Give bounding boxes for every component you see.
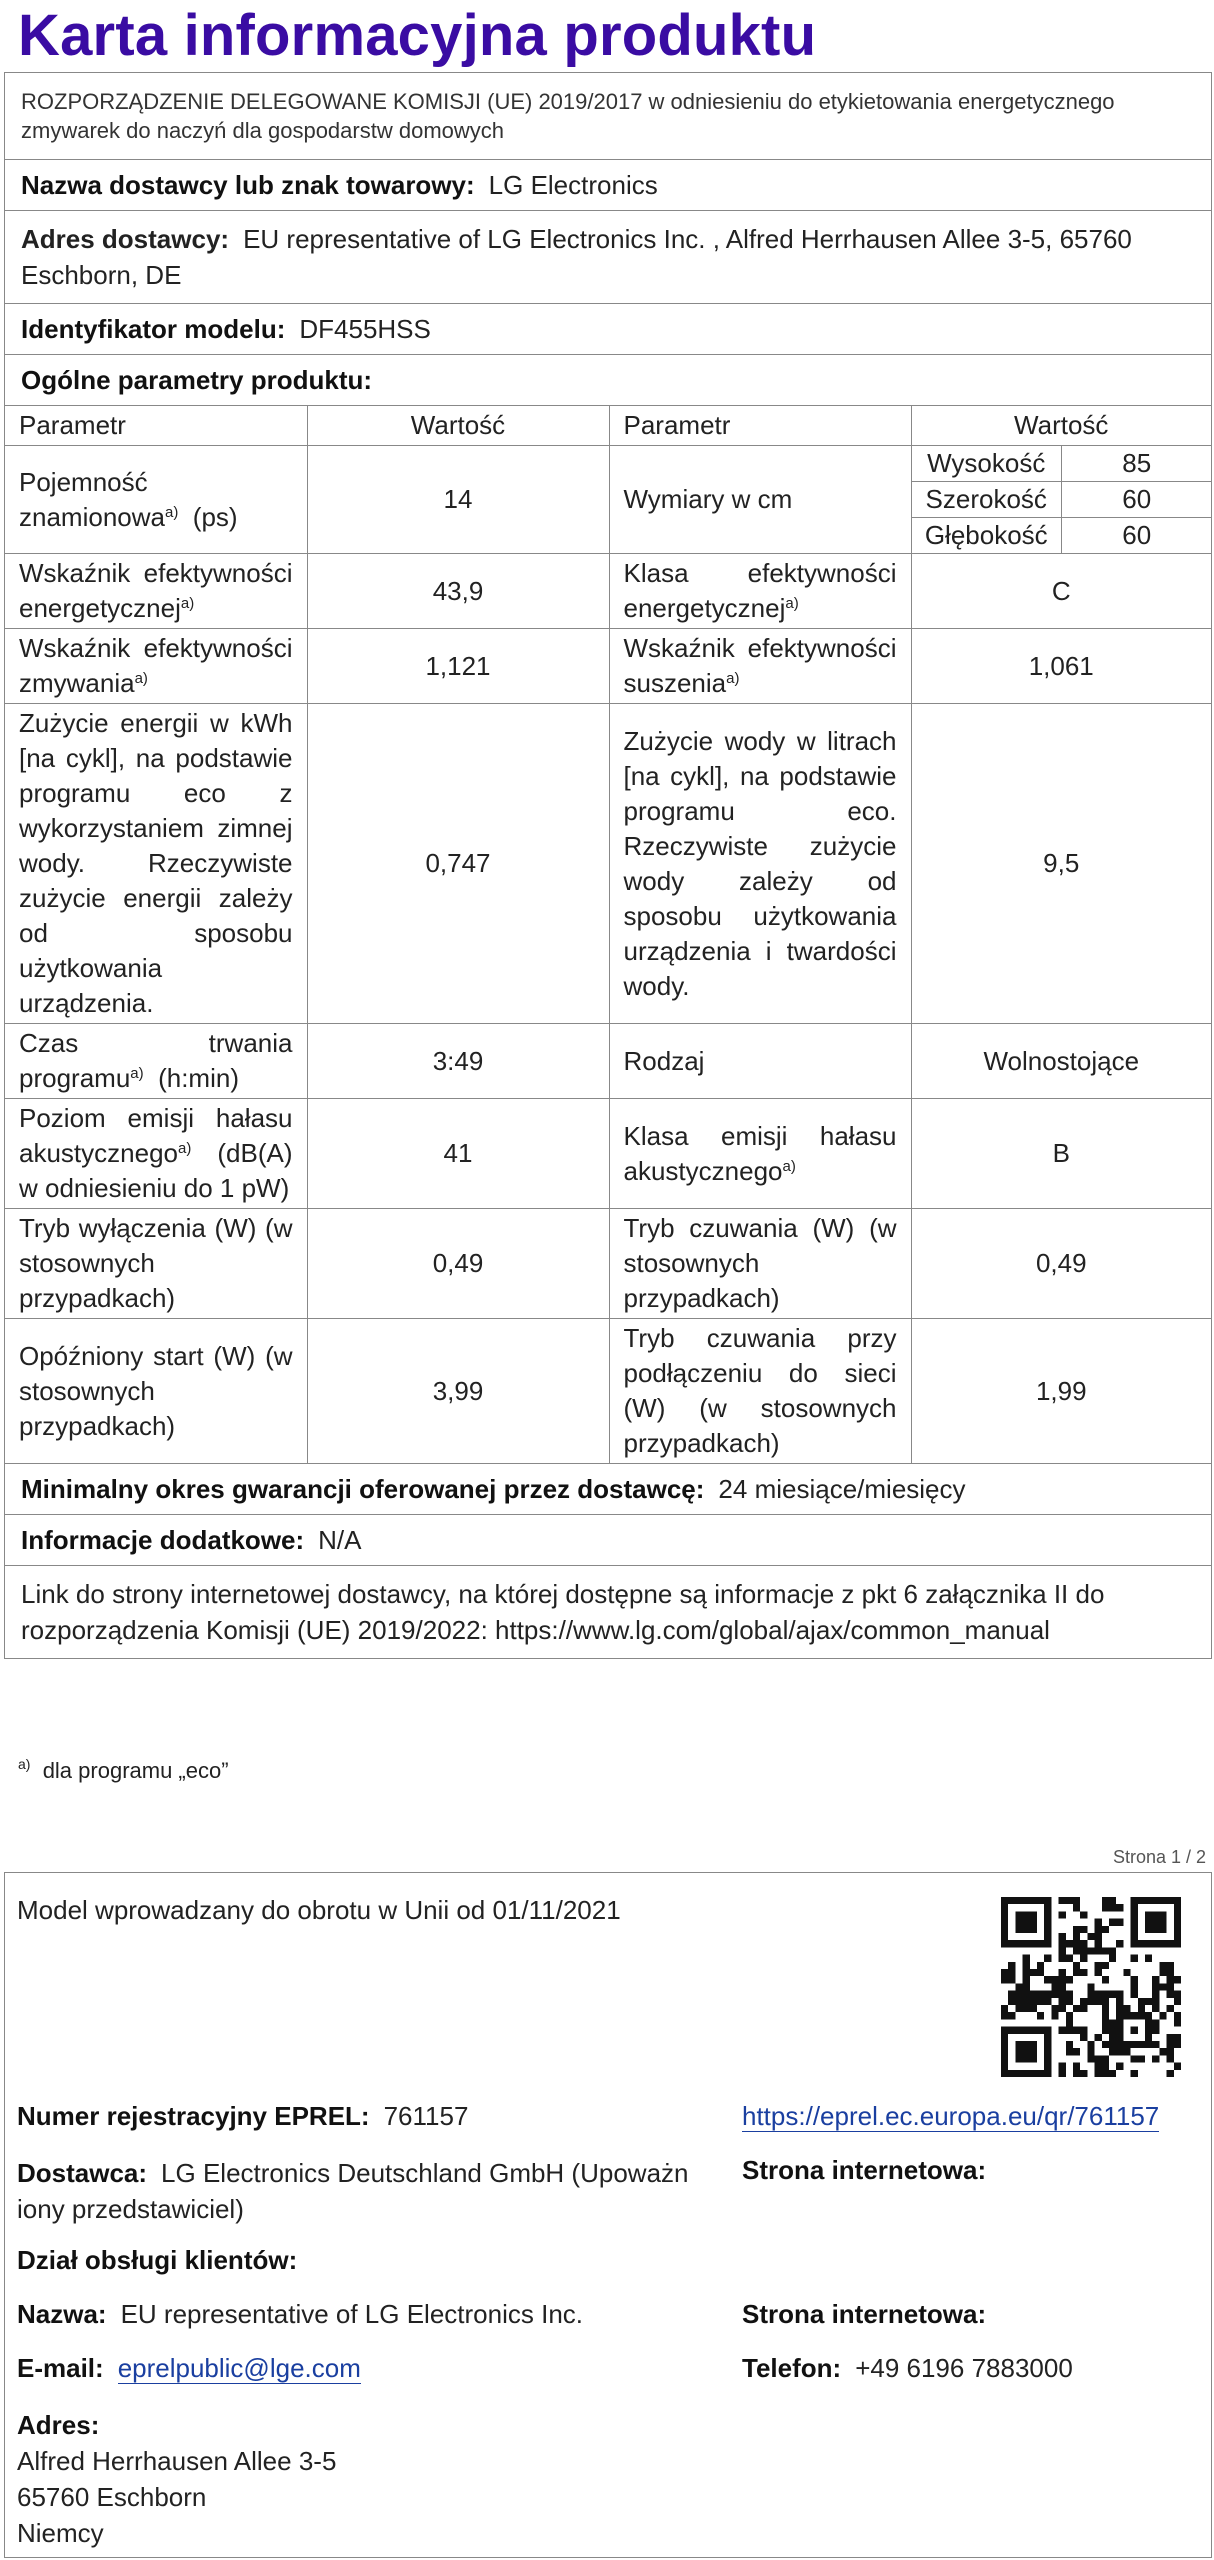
- ee-class-value: C: [911, 554, 1211, 629]
- footnote-mark: a): [18, 1756, 31, 1772]
- height-value: 85: [1062, 446, 1212, 482]
- footnote: [18, 1758, 229, 1784]
- service-name-row: [17, 2299, 583, 2330]
- dimensions-cell: [911, 446, 1211, 554]
- regulation-subtitle: ROZPORZĄDZENIE DELEGOWANE KOMISJI (UE) 2019/2017 w odniesieniu do etykietowania energetycznego zmywarek do naczyń dla gospodarstw domowych: [5, 73, 1211, 160]
- cleaning-index-label: Wskaźnik efektywności zmywania$^{a)}$: [5, 629, 307, 704]
- address-row: [5, 211, 1211, 304]
- depth-value: 60: [1062, 518, 1212, 554]
- model-row: [5, 304, 1211, 355]
- table-row: [5, 446, 1211, 554]
- type-label: Rodzaj: [609, 1024, 911, 1099]
- general-params-label: Ogólne parametry produktu:: [21, 364, 373, 395]
- address-line-3: Niemcy: [17, 2518, 104, 2548]
- duration-label: Czas trwania programu$^{a)}$ (h:min): [5, 1024, 307, 1099]
- product-info-sheet: [4, 72, 1212, 1659]
- standby-label: Tryb czuwania (W) (w stosownych przypadkach): [609, 1209, 911, 1319]
- type-value: Wolnostojące: [911, 1024, 1211, 1099]
- width-value: 60: [1062, 482, 1212, 518]
- warranty-row: [5, 1464, 1211, 1515]
- model-intro: Model wprowadzany do obrotu w Unii od 01/11/2021: [17, 1895, 621, 1925]
- noise-value: 41: [307, 1099, 609, 1209]
- service-website-label: Strona internetowa:: [742, 2299, 987, 2329]
- additional-info-label: Informacje dodatkowe:: [21, 1524, 305, 1555]
- address-line-1: Alfred Herrhausen Allee 3-5: [17, 2446, 337, 2476]
- warranty-value: 24 miesiące/miesięcy: [718, 1473, 966, 1504]
- water-consumption-label: Zużycie wody w litrach [na cykl], na podstawie programu eco. Rzeczywiste zużycie wody zależy od sposobu użytkowania urządzenia i twardości wody.: [609, 704, 911, 1024]
- eei-value: 43,9: [307, 554, 609, 629]
- eprel-label: Numer rejestracyjny EPREL:: [17, 2101, 370, 2131]
- card-supplier: [17, 2155, 689, 2227]
- customer-service-label: Dział obsługi klientów:: [17, 2245, 298, 2275]
- duration-value: 3:49: [307, 1024, 609, 1099]
- dimensions-label: Wymiary w cm: [609, 446, 911, 554]
- qr-code-icon[interactable]: [1001, 1897, 1181, 2077]
- address-value: EU representative of LG Electronics Inc. , Alfred Herrhausen Allee 3-5, 65760 Eschborn, DE: [21, 224, 1132, 290]
- model-value: DF455HSS: [299, 313, 431, 344]
- dimensions-table: [912, 446, 1212, 553]
- width-label: Szerokość: [912, 482, 1062, 518]
- phone-value: +49 6196 7883000: [855, 2353, 1073, 2383]
- delay-start-label: Opóźniony start (W) (w stosownych przypadkach): [5, 1319, 307, 1464]
- phone-row: [742, 2353, 1073, 2384]
- supplier-value: LG Electronics: [488, 169, 658, 200]
- eprel-row: [17, 2101, 468, 2132]
- service-name-label: Nazwa:: [17, 2299, 107, 2329]
- table-row: [5, 554, 1211, 629]
- supplier-label: Nazwa dostawcy lub znak towarowy:: [21, 169, 475, 200]
- drying-index-label: Wskaźnik efektywności suszenia$^{a)}$: [609, 629, 911, 704]
- drying-index-value: 1,061: [911, 629, 1211, 704]
- table-row: [5, 629, 1211, 704]
- page-number: Strona 1 / 2: [1112, 1847, 1206, 1867]
- depth-label: Głębokość: [912, 518, 1062, 554]
- model-label: Identyfikator modelu:: [21, 313, 286, 344]
- email-row: [17, 2353, 361, 2384]
- header-value-2: Wartość: [911, 406, 1211, 446]
- energy-consumption-label: Zużycie energii w kWh [na cykl], na podstawie programu eco z wykorzystaniem zimnej wody. Rzeczywiste zużycie energii zależy od sposobu użytkowania urządzenia.: [5, 704, 307, 1024]
- eprel-value: 761157: [383, 2101, 469, 2131]
- eprel-link[interactable]: https://eprel.ec.europa.eu/qr/761157: [742, 2101, 1160, 2131]
- additional-info-value: N/A: [318, 1524, 362, 1555]
- header-param-1: Parametr: [5, 406, 307, 446]
- standby-value: 0,49: [911, 1209, 1211, 1319]
- header-value-1: Wartość: [307, 406, 609, 446]
- delay-start-value: 3,99: [307, 1319, 609, 1464]
- table-row: [5, 704, 1211, 1024]
- supplier-link-info: Link do strony internetowej dostawcy, na której dostępne są informacje z pkt 6 załącznika II do rozporządzenia Komisji (UE) 2019/2022: https://www.lg.com/global/ajax/common_manual: [21, 1579, 1105, 1645]
- eprel-info-card: [4, 1872, 1212, 2558]
- table-row: [5, 1209, 1211, 1319]
- off-mode-label: Tryb wyłączenia (W) (w stosownych przypadkach): [5, 1209, 307, 1319]
- off-mode-value: 0,49: [307, 1209, 609, 1319]
- networked-standby-label: Tryb czuwania przy podłączeniu do sieci (W) (w stosownych przypadkach): [609, 1319, 911, 1464]
- service-name-value: EU representative of LG Electronics Inc.: [120, 2299, 584, 2329]
- card-address-label: Adres:: [17, 2410, 100, 2440]
- general-params-row: [5, 355, 1211, 406]
- table-row: [5, 1319, 1211, 1464]
- page-title: Karta informacyjna produktu: [18, 3, 817, 68]
- params-table: [5, 406, 1211, 1464]
- header-param-2: Parametr: [609, 406, 911, 446]
- card-supplier-value-2: iony przedstawiciel): [17, 2194, 244, 2224]
- footnote-text: dla programu „eco”: [42, 1758, 229, 1783]
- warranty-label: Minimalny okres gwarancji oferowanej przez dostawcę:: [21, 1473, 705, 1504]
- cleaning-index-value: 1,121: [307, 629, 609, 704]
- energy-consumption-value: 0,747: [307, 704, 609, 1024]
- phone-label: Telefon:: [742, 2353, 842, 2383]
- ee-class-label: Klasa efektywności energetycznej$^{a)}$: [609, 554, 911, 629]
- networked-standby-value: 1,99: [911, 1319, 1211, 1464]
- email-link[interactable]: eprelpublic@lge.com: [117, 2353, 361, 2383]
- capacity-label: Pojemność znamionowa$^{a)}$ (ps): [5, 446, 307, 554]
- water-consumption-value: 9,5: [911, 704, 1211, 1024]
- card-supplier-label: Dostawca:: [17, 2158, 148, 2188]
- noise-class-label: Klasa emisji hałasu akustycznego$^{a)}$: [609, 1099, 911, 1209]
- table-row: [5, 1099, 1211, 1209]
- noise-class-value: B: [911, 1099, 1211, 1209]
- address-label: Adres dostawcy:: [21, 224, 230, 254]
- card-address: [17, 2407, 336, 2551]
- card-supplier-value-1: LG Electronics Deutschland GmbH (Upoważn: [161, 2158, 689, 2188]
- capacity-value: 14: [307, 446, 609, 554]
- address-line-2: 65760 Eschborn: [17, 2482, 207, 2512]
- eei-label: Wskaźnik efektywności energetycznej$^{a)}$: [5, 554, 307, 629]
- height-label: Wysokość: [912, 446, 1062, 482]
- website-label: Strona internetowa:: [742, 2155, 987, 2185]
- additional-info-row: [5, 1515, 1211, 1566]
- table-row: [5, 1024, 1211, 1099]
- noise-label: Poziom emisji hałasu akustycznego$^{a)}$ (dB(A) w odniesieniu do 1 pW): [5, 1099, 307, 1209]
- supplier-row: [5, 160, 1211, 211]
- email-label: E-mail:: [17, 2353, 104, 2383]
- table-header-row: [5, 406, 1211, 446]
